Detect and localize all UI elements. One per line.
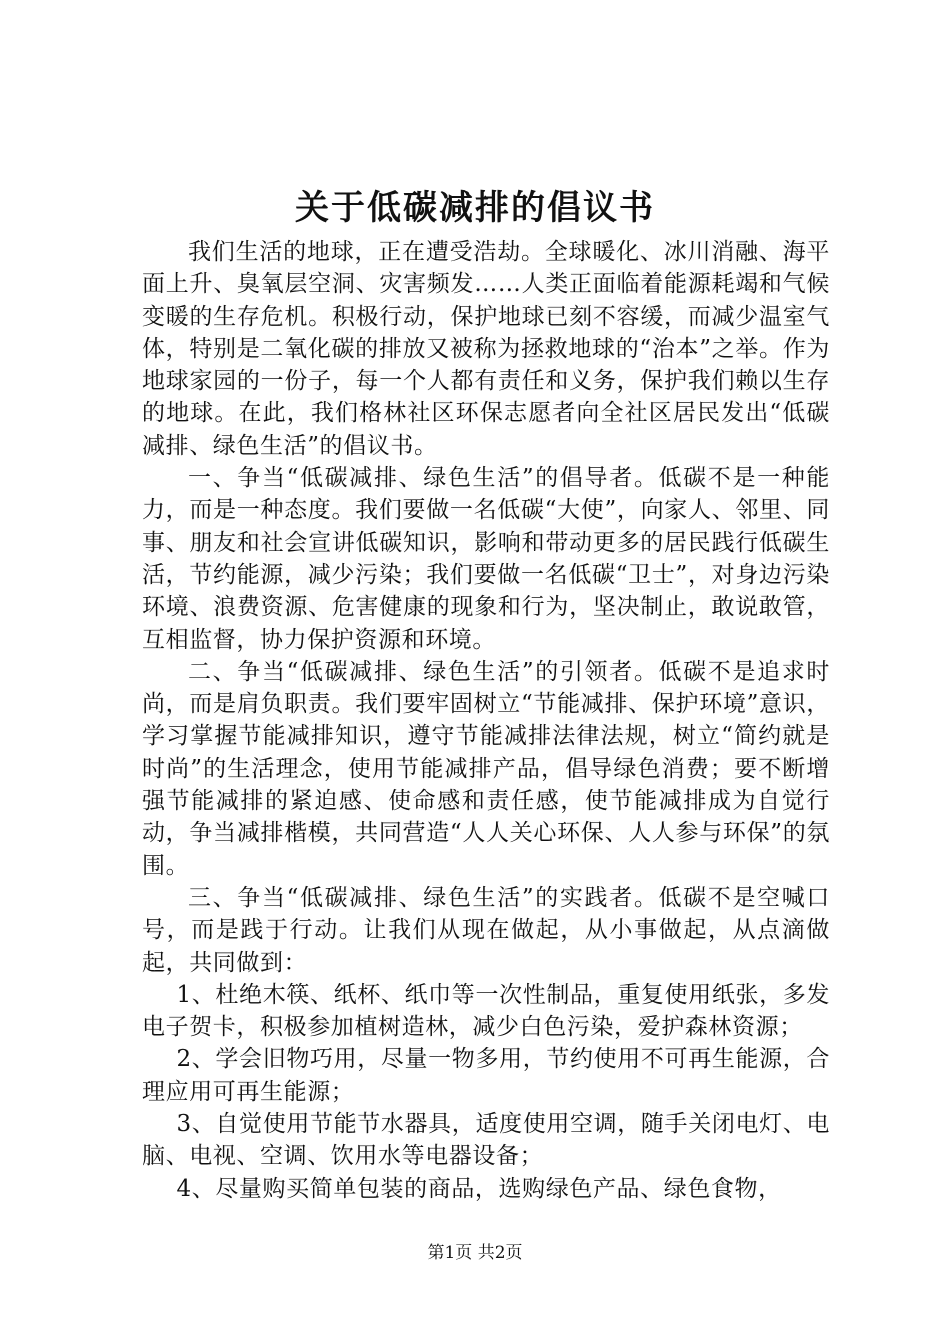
paragraph-advocate: 一、争当“低碳减排、绿色生活”的倡导者。低碳不是一种能力，而是一种态度。我们要做一名低碳“大使”，向家人、邻里、同事、朋友和社会宣讲低碳知识，影响和带动更多的居民践行低碳生活，节约能源，减少污染；我们要做一名低碳“卫士”，对身边污染环境、浪费资源、危害健康的现象和行为，坚决制止，敢说敢管，互相监督，协力保护资源和环境。 [142,465,830,653]
list-item-4: 4、尽量购买简单包装的商品，选购绿色产品、绿色食物， [176,1175,782,1202]
page-number: 第1页 共2页 [427,1243,523,1263]
document-body [142,236,830,1205]
list-item-1: 1、杜绝木筷、纸杯、纸巾等一次性制品，重复使用纸张，多发电子贺卡，积极参加植树造林，减少白色污染，爱护森林资源； [142,981,830,1041]
paragraph-practitioner: 三、争当“低碳减排、绿色生活”的实践者。低碳不是空喊口号，而是践于行动。让我们从现在做起，从小事做起，从点滴做起，共同做到： [142,884,830,976]
list-item-2: 2、学会旧物巧用，尽量一物多用，节约使用不可再生能源，合理应用可再生能源； [142,1046,830,1105]
document-title: 关于低碳减排的倡议书 [295,188,655,228]
paragraph-intro: 我们生活的地球，正在遭受浩劫。全球暖化、冰川消融、海平面上升、臭氧层空洞、灾害频发……人类正面临着能源耗竭和气候变暖的生存危机。积极行动，保护地球已刻不容缓，而减少温室气体，特别是二氧化碳的排放又被称为拯救地球的“治本”之举。作为地球家园的一份子，每一个人都有责任和义务，保护我们赖以生存的地球。在此，我们格林社区环保志愿者向全社区居民发出“低碳减排、绿色生活”的倡议书。 [142,239,830,459]
list-item-3: 3、自觉使用节能节水器具，适度使用空调，随手关闭电灯、电脑、电视、空调、饮用水等电器设备； [142,1111,830,1170]
paragraph-leader: 二、争当“低碳减排、绿色生活”的引领者。低碳不是追求时尚，而是肩负职责。我们要牢固树立“节能减排、保护环境”意识，学习掌握节能减排知识，遵守节能减排法律法规，树立“简约就是时尚”的生活理念，使用节能减排产品，倡导绿色消费；要不断增强节能减排的紧迫感、使命感和责任感，使节能减排成为自觉行动，争当减排楷模，共同营造“人人关心环保、人人参与环保”的氛围。 [142,658,830,879]
